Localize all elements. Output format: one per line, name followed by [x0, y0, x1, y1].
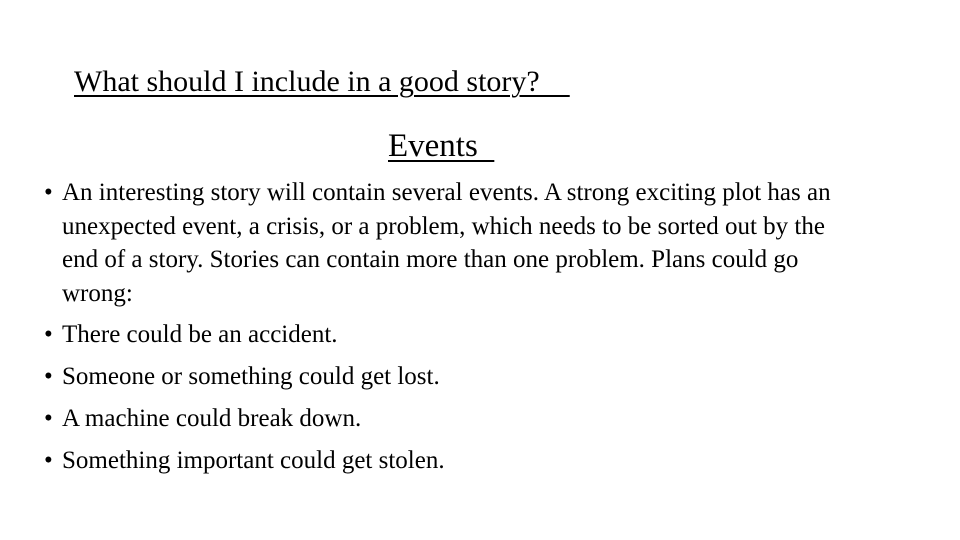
bullet-text: There could be an accident.: [62, 321, 338, 348]
bullet-item: [44, 318, 844, 351]
bullet-icon: •: [44, 321, 53, 348]
bullet-icon: •: [44, 363, 53, 390]
bullet-text: A machine could break down.: [62, 405, 362, 432]
bullet-list: [44, 176, 844, 486]
slide-subtitle: Events: [388, 128, 495, 164]
slide-title: What should I include in a good story?: [74, 65, 570, 98]
bullet-item: [44, 360, 844, 393]
bullet-item: [44, 176, 844, 310]
bullet-icon: •: [44, 405, 53, 432]
bullet-text: Something important could get stolen.: [62, 447, 445, 474]
bullet-item: [44, 444, 844, 477]
bullet-icon: •: [44, 447, 53, 474]
bullet-text: Someone or something could get lost.: [62, 363, 440, 390]
bullet-icon: •: [44, 179, 53, 206]
bullet-text: An interesting story will contain several events. A strong exciting plot has an unexpected event, a crisis, or a problem, which needs to be sorted out by the end of a story. Stories can contain more than one problem. Plans could go wrong:: [62, 179, 831, 307]
bullet-item: [44, 402, 844, 435]
